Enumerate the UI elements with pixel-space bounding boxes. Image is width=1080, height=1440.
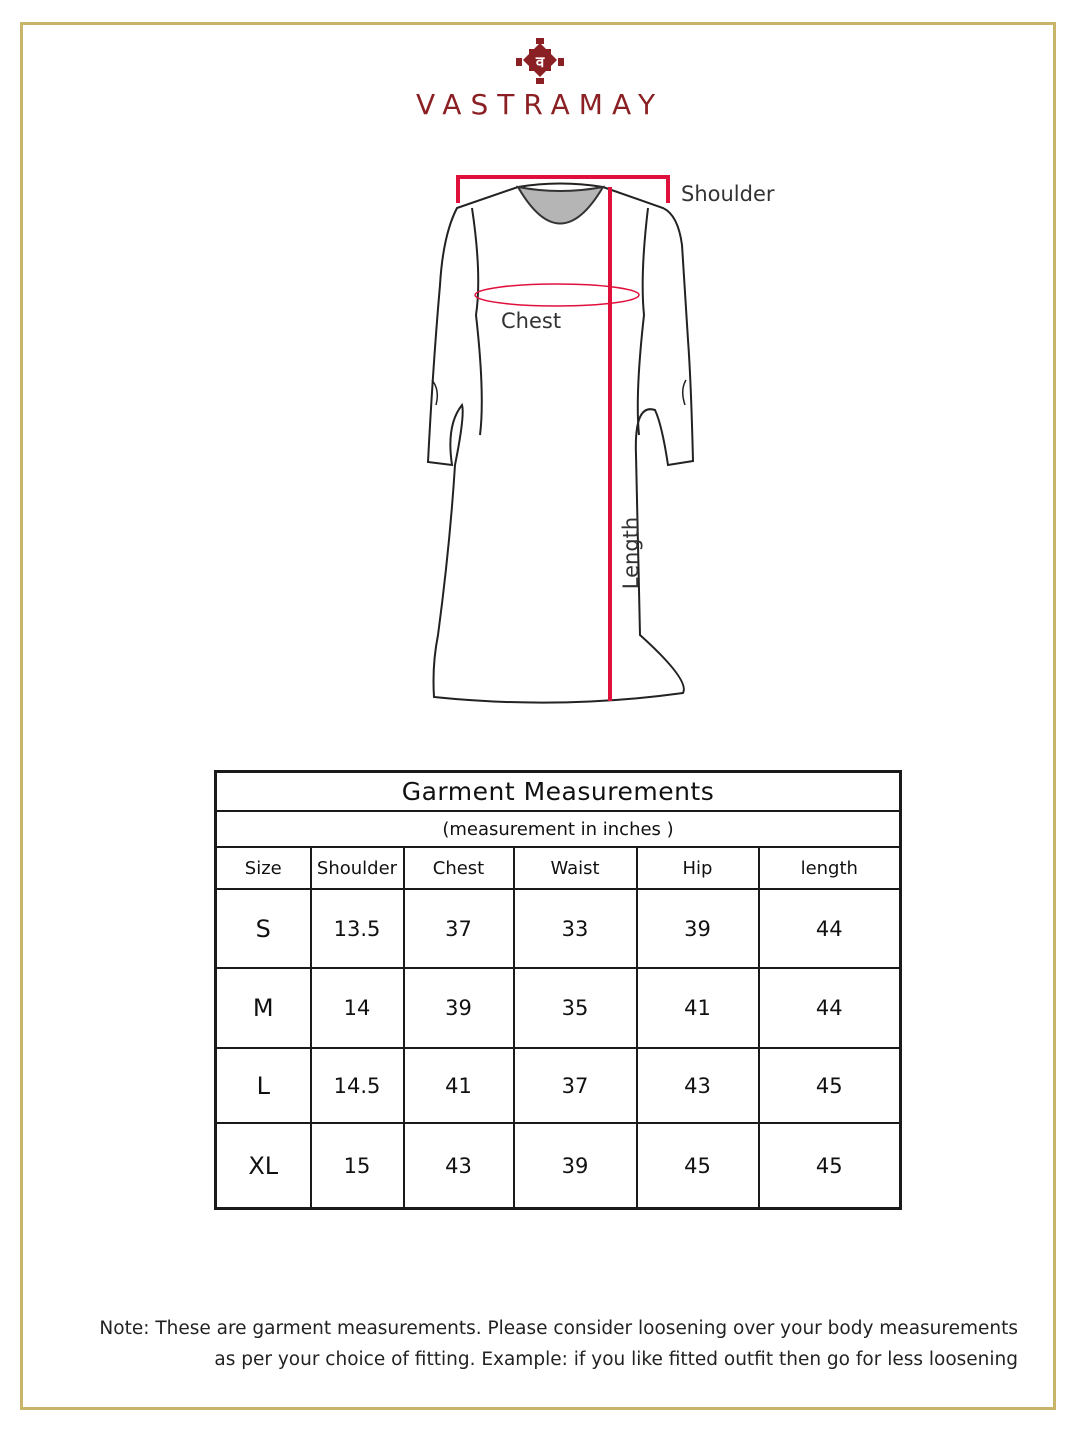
header-hip: Hip [637, 847, 759, 889]
chest-cell: 43 [404, 1123, 514, 1209]
shoulder-label: Shoulder [681, 182, 775, 206]
header-waist: Waist [514, 847, 637, 889]
header-length: length [759, 847, 901, 889]
table-subtitle: (measurement in inches ) [216, 811, 901, 847]
size-cell: L [216, 1048, 311, 1123]
shoulder-cell: 15 [311, 1123, 404, 1209]
hip-cell: 41 [637, 968, 759, 1048]
chest-cell: 37 [404, 889, 514, 968]
size-cell: XL [216, 1123, 311, 1209]
header-shoulder: Shoulder [311, 847, 404, 889]
shoulder-cell: 13.5 [311, 889, 404, 968]
length-label: Length [619, 516, 644, 590]
chest-cell: 39 [404, 968, 514, 1048]
kurta-diagram [410, 165, 710, 710]
length-cell: 45 [759, 1048, 901, 1123]
chest-label: Chest [501, 309, 562, 333]
shoulder-cell: 14.5 [311, 1048, 404, 1123]
table-header-row [216, 847, 901, 889]
table-row [216, 889, 901, 968]
brand-mark-icon [515, 38, 565, 86]
shoulder-cell: 14 [311, 968, 404, 1048]
chest-cell: 41 [404, 1048, 514, 1123]
svg-text:व: व [535, 53, 545, 71]
brand-logo [0, 38, 1080, 86]
note-line-2: as per your choice of fitting. Example: if you like fitted outfit then go for less loosening [214, 1349, 1018, 1370]
table-row [216, 968, 901, 1048]
header-chest: Chest [404, 847, 514, 889]
length-cell: 45 [759, 1123, 901, 1209]
table-row [216, 1123, 901, 1209]
garment-outline [428, 184, 693, 703]
brand-name: VASTRAMAY [415, 88, 665, 121]
waist-cell: 35 [514, 968, 637, 1048]
waist-cell: 39 [514, 1123, 637, 1209]
size-chart-table [214, 770, 902, 1210]
size-cell: S [216, 889, 311, 968]
size-cell: M [216, 968, 311, 1048]
waist-cell: 33 [514, 889, 637, 968]
waist-cell: 37 [514, 1048, 637, 1123]
table-row [216, 1048, 901, 1123]
hip-cell: 43 [637, 1048, 759, 1123]
hip-cell: 45 [637, 1123, 759, 1209]
note-line-1: Note: These are garment measurements. Please consider loosening over your body measurements [99, 1318, 1018, 1339]
length-cell: 44 [759, 889, 901, 968]
table-title: Garment Measurements [216, 772, 901, 812]
hip-cell: 39 [637, 889, 759, 968]
length-cell: 44 [759, 968, 901, 1048]
fitting-note [18, 1313, 1018, 1375]
header-size: Size [216, 847, 311, 889]
